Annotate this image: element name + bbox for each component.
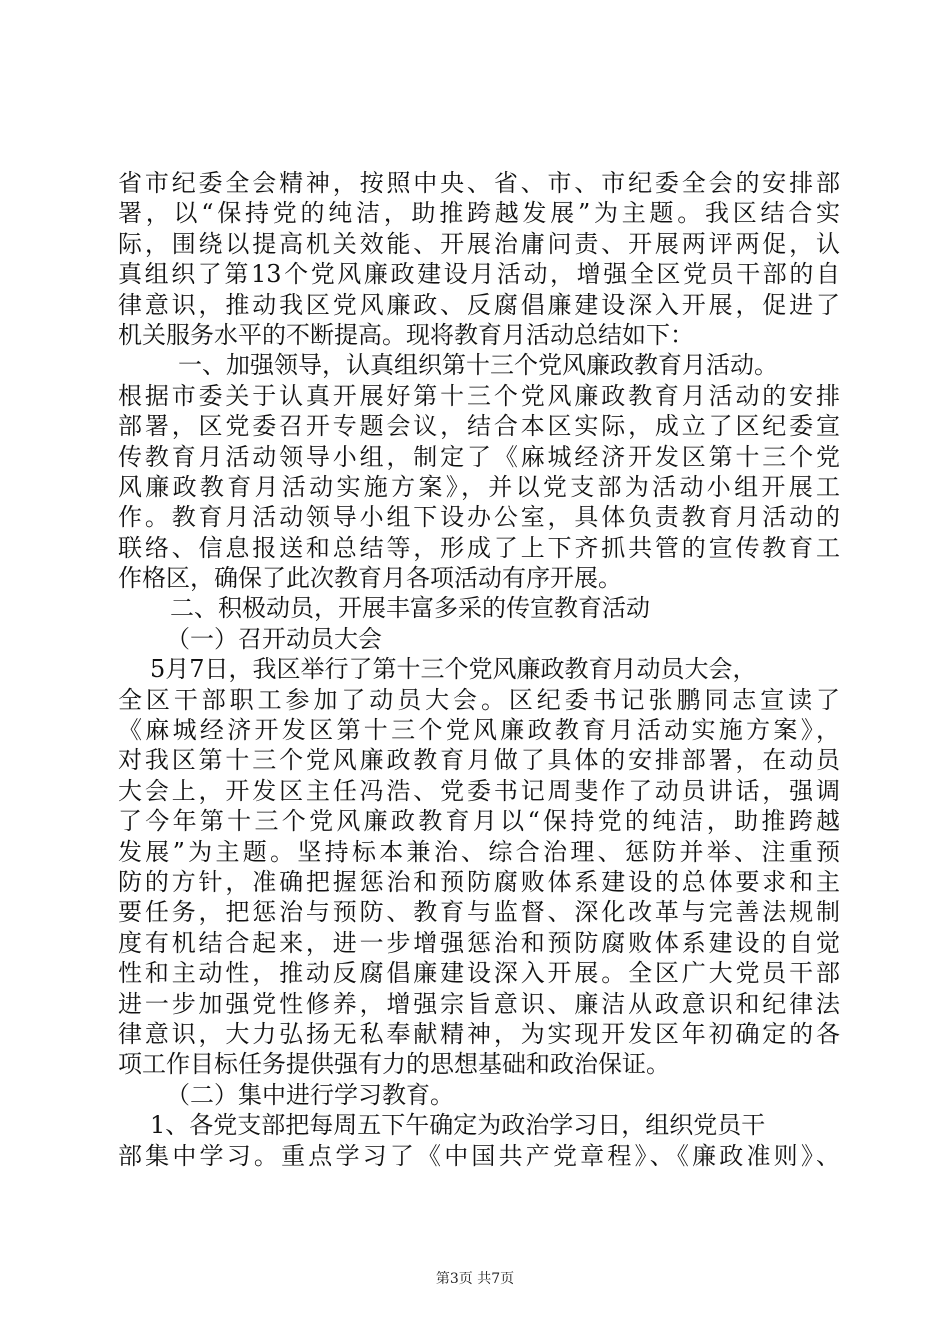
text-line: 了今年第十三个党风廉政教育月以“保持党的纯洁，助推跨越: [118, 807, 840, 836]
text-line: 传教育月活动领导小组，制定了《麻城经济开发区第十三个党: [118, 442, 840, 471]
text-line: 对我区第十三个党风廉政教育月做了具体的安排部署，在动员: [118, 746, 840, 775]
text-line: 发展”为主题。坚持标本兼治、综合治理、惩防并举、注重预: [118, 837, 840, 866]
body-text: [118, 168, 840, 1171]
subsection-heading-1: （一）召开动员大会: [166, 624, 382, 653]
paragraph-start: 1、各党支部把每周五下午确定为政治学习日，组织党员干: [150, 1111, 766, 1140]
text-line: 部署，区党委召开专题会议，结合本区实际，成立了区纪委宣: [118, 412, 840, 441]
text-line: 全区干部职工参加了动员大会。区纪委书记张鹏同志宣读了: [118, 685, 840, 714]
text-line: 风廉政教育月活动实施方案》，并以党支部为活动小组开展工: [118, 472, 840, 501]
text-line: 部集中学习。重点学习了《中国共产党章程》、《廉政准则》、: [118, 1141, 840, 1170]
text-line: 律意识，推动我区党风廉政、反腐倡廉建设深入开展，促进了: [118, 290, 840, 319]
text-line: 《麻城经济开发区第十三个党风廉政教育月活动实施方案》，: [118, 716, 840, 745]
text-line: 机关服务水平的不断提高。现将教育月活动总结如下：: [118, 320, 694, 349]
text-line: 作格区，确保了此次教育月各项活动有序开展。: [118, 564, 622, 593]
text-line: 要任务，把惩治与预防、教育与监督、深化改革与完善法规制: [118, 898, 840, 927]
section-heading-2: 二、积极动员，开展丰富多采的传宣教育活动: [170, 594, 650, 623]
text-line: 真组织了第13个党风廉政建设月活动，增强全区党员干部的自: [118, 260, 840, 289]
text-line: 律意识，大力弘扬无私奉献精神，为实现开发区年初确定的各: [118, 1019, 840, 1048]
text-line: 度有机结合起来，进一步增强惩治和预防腐败体系建设的自觉: [118, 928, 840, 957]
text-line: 进一步加强党性修养，增强宗旨意识、廉洁从政意识和纪律法: [118, 989, 840, 1018]
text-line: 作。教育月活动领导小组下设办公室，具体负责教育月活动的: [118, 503, 840, 532]
text-line: 际，围绕以提高机关效能、开展治庸问责、开展两评两促，认: [118, 229, 840, 258]
text-line: 项工作目标任务提供强有力的思想基础和政治保证。: [118, 1050, 670, 1079]
section-heading-1: 一、加强领导，认真组织第十三个党风廉政教育月活动。: [178, 351, 778, 380]
subsection-heading-2: （二）集中进行学习教育。: [166, 1080, 454, 1109]
text-line: 联络、信息报送和总结等，形成了上下齐抓共管的宣传教育工: [118, 533, 840, 562]
paragraph-start: 5月7日，我区举行了第十三个党风廉政教育月动员大会，: [150, 655, 757, 684]
text-line: 省市纪委全会精神，按照中央、省、市、市纪委全会的安排部: [118, 169, 840, 197]
page-number-footer: 第3页 共7页: [435, 1271, 515, 1287]
text-line: 防的方针，准确把握惩治和预防腐败体系建设的总体要求和主: [118, 867, 840, 896]
text-line: 大会上，开发区主任冯浩、党委书记周斐作了动员讲话，强调: [118, 776, 840, 805]
text-line: 根据市委关于认真开展好第十三个党风廉政教育月活动的安排: [118, 381, 840, 410]
text-line: 署，以“保持党的纯洁，助推跨越发展”为主题。我区结合实: [118, 199, 840, 228]
text-line: 性和主动性，推动反腐倡廉建设深入开展。全区广大党员干部: [118, 959, 840, 988]
